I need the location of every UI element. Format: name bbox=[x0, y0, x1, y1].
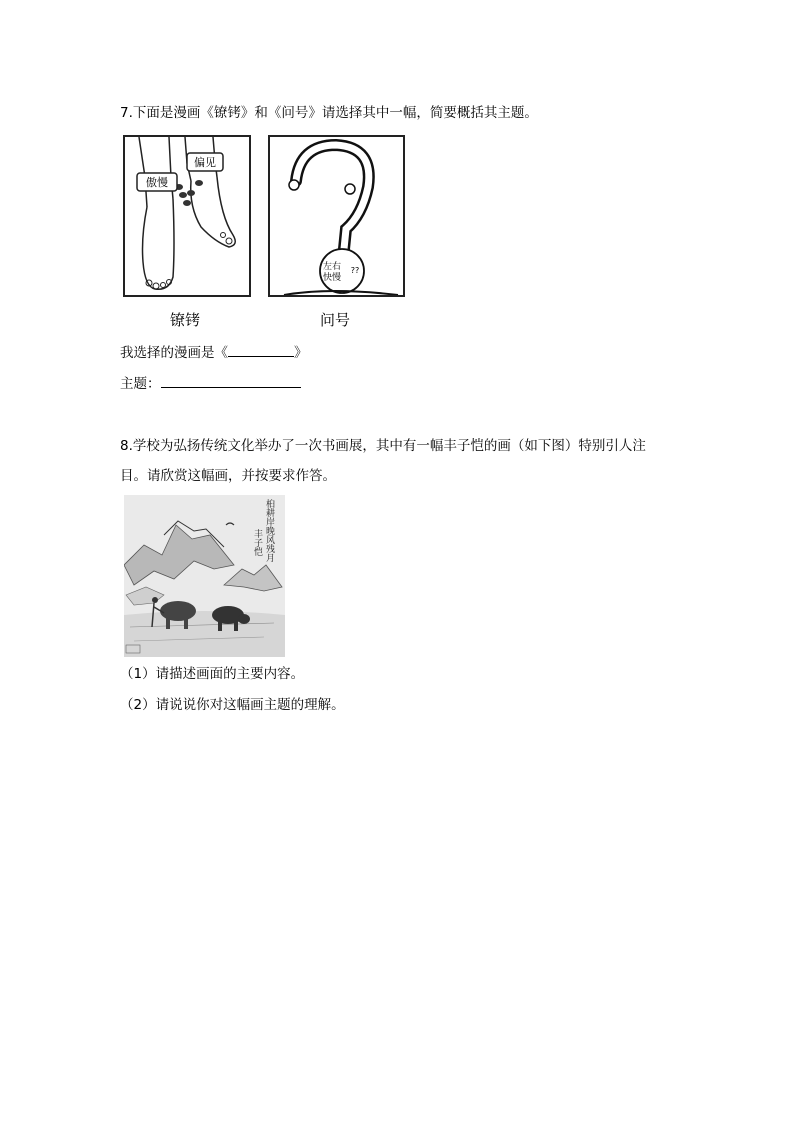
ball-text-line1: 左右 bbox=[322, 262, 342, 272]
band-right-label: 偏见 bbox=[194, 156, 216, 169]
choice-line bbox=[120, 342, 308, 363]
cartoon-question-mark bbox=[268, 135, 405, 297]
cartoon2-title: 问号 bbox=[319, 311, 350, 329]
painting-inscription: 桕耕岸晚风残月 bbox=[264, 499, 274, 562]
choice-close: 》 bbox=[294, 345, 308, 361]
ball-marks: ?? bbox=[350, 266, 360, 275]
shackles-drawing bbox=[125, 137, 249, 295]
cartoon-shackles bbox=[123, 135, 251, 297]
painting-drawing bbox=[124, 495, 285, 657]
q8-sub2: （2）请说说你对这幅画主题的理解。 bbox=[120, 697, 345, 713]
theme-blank[interactable] bbox=[161, 373, 301, 388]
choice-label: 我选择的漫画是《 bbox=[120, 345, 228, 361]
question-mark-drawing bbox=[270, 137, 403, 295]
painting-signature: 丰子恺 bbox=[252, 529, 262, 556]
feng-zikai-painting bbox=[124, 495, 285, 657]
ball-text-line2: 快慢 bbox=[322, 273, 342, 283]
theme-line bbox=[120, 373, 301, 394]
q8-prompt-line2: 目。请欣赏这幅画，并按要求作答。 bbox=[120, 468, 336, 484]
theme-label: 主题： bbox=[120, 376, 161, 392]
q8-prompt-line1: 8.学校为弘扬传统文化举办了一次书画展，其中有一幅丰子恺的画（如下图）特别引人注 bbox=[120, 438, 646, 454]
q8-sub1: （1）请描述画面的主要内容。 bbox=[120, 666, 305, 682]
band-left-label: 傲慢 bbox=[146, 176, 168, 189]
cartoon1-title: 镣铐 bbox=[169, 311, 200, 329]
choice-blank[interactable] bbox=[228, 342, 294, 357]
q7-prompt: 7.下面是漫画《镣铐》和《问号》请选择其中一幅，简要概括其主题。 bbox=[120, 105, 538, 121]
